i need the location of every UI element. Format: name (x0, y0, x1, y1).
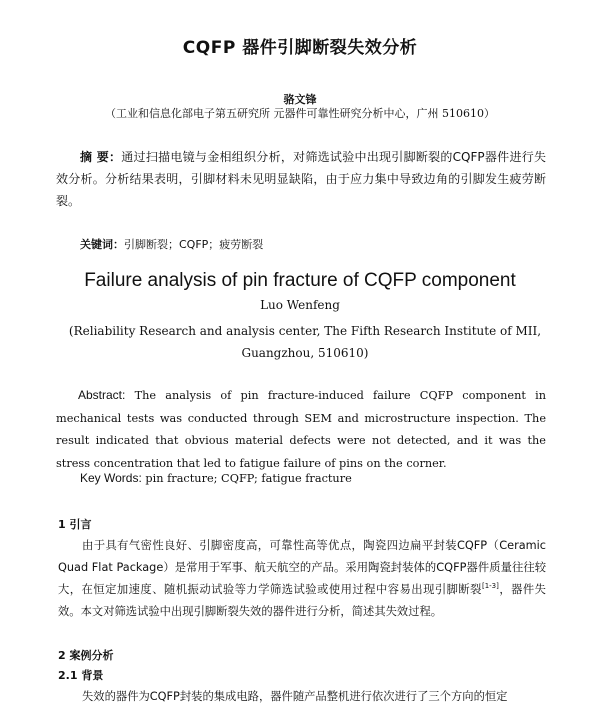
english-abstract-label: Abstract: (78, 388, 126, 402)
english-abstract-text: The analysis of pin fracture-induced failure CQFP component in mechanical tests was conducted through SEM and microstructure inspection. The result indicated that obvious material defects were not detected, and it was the stress concentration that led to fatigue failure of pins on the corner. (56, 389, 547, 470)
chinese-keywords (80, 236, 540, 252)
chinese-abstract (56, 146, 546, 212)
chinese-title: CQFP 器件引脚断裂失效分析 (182, 38, 418, 58)
english-title: Failure analysis of pin fracture of CQFP component (84, 270, 516, 291)
section-1-text-b: ，器件失效。本文对筛选试验中出现引脚断裂失效的器件进行分析，简述其失效过程。 (58, 583, 546, 618)
english-keywords (80, 471, 540, 485)
chinese-abstract-text: 通过扫描电镜与金相组织分析，对筛选试验中出现引脚断裂的CQFP器件进行失效分析。分析结果表明，引脚材料未见明显缺陷，由于应力集中导致边角的引脚发生疲劳断裂。 (56, 150, 546, 208)
section-2-1-heading: 2.1 背景 (58, 669, 104, 682)
english-author: Luo Wenfeng (260, 298, 340, 312)
chinese-author: 骆文锋 (283, 93, 317, 106)
section-1-heading: 1 引言 (58, 518, 92, 531)
section-2-1-paragraph: 失效的器件为CQFP封装的集成电路，器件随产品整机进行依次进行了三个方向的恒定 (82, 690, 508, 703)
english-keywords-text: pin fracture; CQFP; fatigue fracture (145, 472, 352, 485)
chinese-affiliation: （工业和信息化部电子第五研究所 元器件可靠性研究分析中心，广州 510610） (105, 107, 495, 120)
citation-ref: [1-3] (481, 582, 499, 591)
chinese-keywords-text: 引脚断裂；CQFP；疲劳断裂 (124, 238, 264, 251)
section-1-paragraph (58, 535, 546, 623)
chinese-keywords-label: 关键词： (80, 238, 124, 251)
english-affiliation: (Reliability Research and analysis center, The Fifth Research Institute of MII, Guangzhou, 510610) (68, 324, 542, 360)
section-1-text-a: 由于具有气密性良好、引脚密度高，可靠性高等优点，陶瓷四边扁平封装CQFP（Ceramic Quad Flat Package）是常用于军事、航天航空的产品。采用陶瓷封装体的CQFP器件质量往往较大，在恒定加速度、随机振动试验等力学筛选试验或使用过程中容易出现引脚断裂 (58, 539, 546, 596)
english-abstract (56, 384, 546, 475)
section-2-heading: 2 案例分析 (58, 649, 114, 662)
chinese-abstract-label: 摘 要： (80, 150, 122, 164)
english-keywords-label: Key Words: (80, 471, 142, 485)
